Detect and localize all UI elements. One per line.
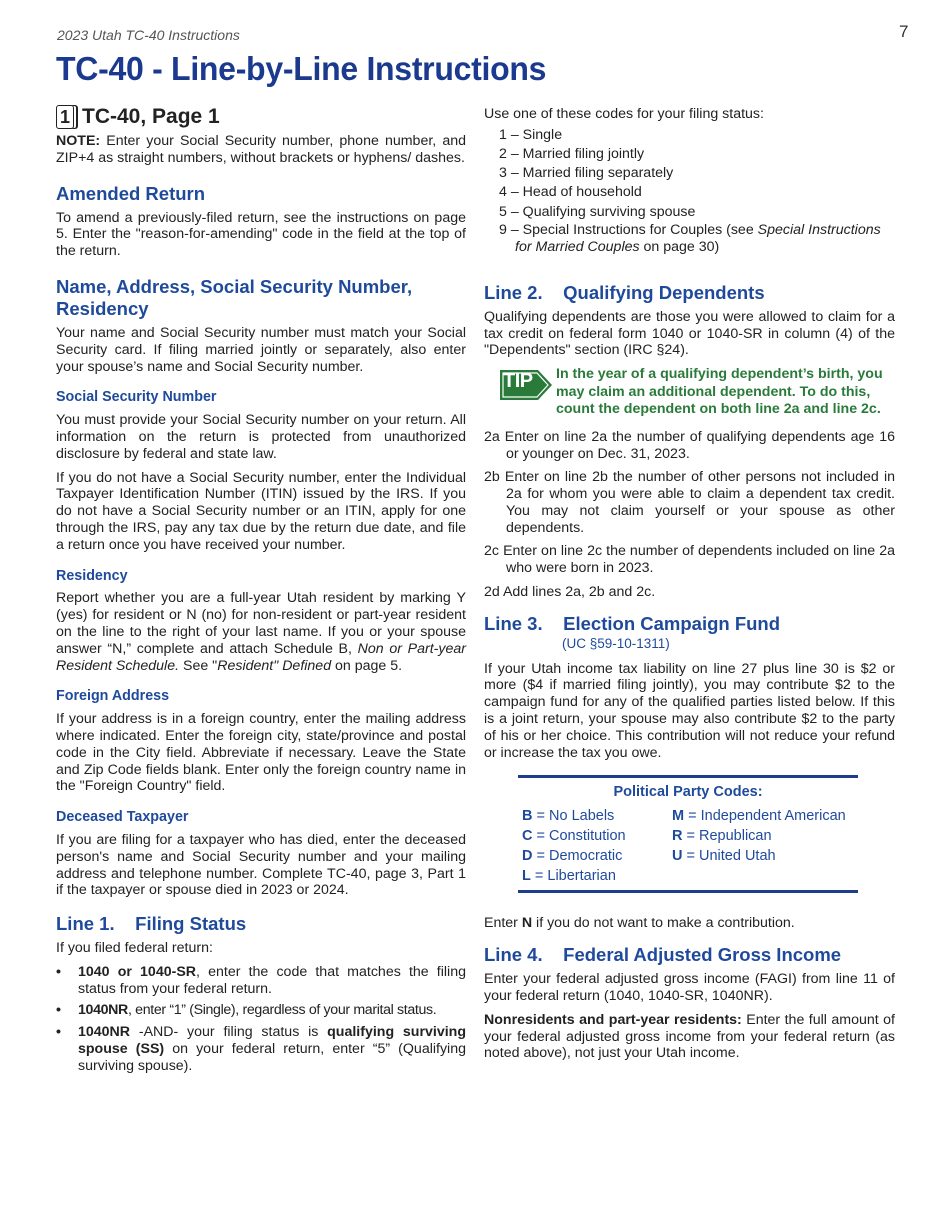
tip-callout — [500, 366, 895, 419]
amended-text: To amend a previously-filed return, see the instructions on page 5. Enter the "reason-for-amending" code in the field at the top of the return. — [56, 209, 466, 260]
line3-heading: Line 3. Election Campaign Fund — [484, 612, 781, 634]
tip-label: TIP — [503, 370, 533, 393]
list-item: 4 – Head of household — [499, 184, 642, 201]
line-2c: 2c Enter on line 2c the number of dependents included on line 2a who were born in 2023. — [484, 543, 895, 577]
list-item: 3 – Married filing separately — [499, 165, 674, 182]
political-party-codes-box — [518, 775, 858, 893]
ssn-text-1: You must provide your Social Security number on your return. All information on the return is protected from unauthorized disclosure by federal and state law. — [56, 412, 466, 462]
nonresident-text — [484, 1012, 895, 1062]
line4-text: Enter your federal adjusted gross income (FAGI) from line 11 of your federal return (1040, 1040-SR, 1040NR). — [484, 971, 895, 1005]
table-row — [518, 827, 850, 847]
page-heading-text: TC-40, Page 1 — [82, 104, 220, 128]
foreign-heading: Foreign Address — [56, 688, 170, 705]
party-code: U — [672, 847, 683, 864]
enter-n-b: if you do not want to make a contribution. — [532, 915, 795, 932]
party-code: C — [522, 828, 533, 845]
running-header: 2023 Utah TC-40 Instructions — [57, 27, 240, 43]
residency-heading: Residency — [56, 567, 128, 584]
ssn-heading: Social Security Number — [56, 389, 217, 406]
list-item: 5 – Qualifying surviving spouse — [499, 203, 696, 220]
residency-text — [56, 590, 466, 674]
line2-text: Qualifying dependents are those you were allowed to claim for a tax credit on federal form 1040 or 1040-SR in column (4) of the "Dependents" section (IRC §24). — [484, 308, 895, 359]
residency-text-c: on page 5. — [331, 657, 403, 674]
nonresident-label: Nonresidents and part-year residents: — [484, 1011, 742, 1028]
table-row — [518, 867, 850, 887]
line-2d: 2d Add lines 2a, 2b and 2c. — [484, 584, 656, 601]
party-code: D — [522, 847, 533, 864]
line2-heading: Line 2. Qualifying Dependents — [484, 281, 765, 303]
residency-schedule-name: Non or Part-year Resident Schedule. — [56, 640, 466, 674]
line3-text: If your Utah income tax liability on line 27 plus line 30 is $2 or more ($4 if married filing jointly), you may contribute $2 to the campaign fund for any of the qualified parties listed below. If this is a joint return, your spouse may also contribute $2 to the party of his or her choice. This contribution will not reduce your refund or increase the tax you owe. — [484, 660, 895, 761]
line-2a: 2a Enter on line 2a the number of qualifying dependents age 16 or younger on Dec. 31, 2023. — [484, 428, 895, 462]
enter-n-text — [484, 915, 895, 932]
filing-status-codes — [484, 126, 895, 256]
party-codes-heading: Political Party Codes: — [613, 784, 763, 801]
party-name: = Republican — [682, 828, 772, 845]
name-address-heading: Name, Address, Social Security Number, Residency — [56, 275, 413, 319]
list-item — [56, 964, 466, 998]
section-page-heading — [56, 105, 466, 129]
nonresident-body: Enter the full amount of your federal adjusted gross income from your federal return (as noted above), not just your Utah income. — [484, 1011, 895, 1062]
page-number: 7 — [899, 22, 909, 41]
list-item: 2 – Married filing jointly — [499, 146, 645, 162]
left-column — [56, 105, 466, 1080]
table-row — [518, 847, 850, 867]
party-code: B — [522, 808, 533, 825]
bullet-1-bold: 1040 or 1040-SR — [78, 963, 197, 980]
bullet-1-text: , enter the code that matches the filing status from your federal return. — [78, 963, 466, 997]
party-code: R — [672, 828, 683, 845]
note-paragraph — [56, 133, 466, 167]
note-label: NOTE: — [56, 133, 101, 149]
bullet-3-bold-2: qualifying surviving spouse (SS) — [78, 1024, 466, 1058]
list-item — [56, 1002, 466, 1019]
party-name: = Democratic — [532, 847, 623, 864]
bullet-icon: • — [56, 1024, 61, 1041]
enter-n-a: Enter — [484, 915, 522, 932]
line4-heading: Line 4. Federal Adjusted Gross Income — [484, 944, 842, 966]
party-name: = Independent American — [684, 808, 846, 825]
foreign-text: If your address is in a foreign country, enter the mailing address where indicated. Enter the foreign city, state/province and postal code in the City field. Abbreviate if necessary. Leave the State and Zip Code fields blank. Enter only the foreign country name in the "Foreign Country" field. — [56, 711, 466, 795]
list-item — [56, 1024, 466, 1074]
enter-n-bold: N — [521, 915, 533, 932]
note-text: Enter your Social Security number, phone number, and ZIP+4 as straight numbers, without brackets or hyphens/ dashes. — [56, 133, 466, 166]
party-name: = United Utah — [682, 847, 776, 864]
name-text: Your name and Social Security number must match your Social Security card. If filing married jointly or separately, also enter your spouse’s name and Social Security number. — [56, 324, 466, 375]
party-codes-table — [518, 807, 850, 886]
bullet-icon: • — [56, 1002, 61, 1019]
tip-arrow-icon — [500, 366, 552, 404]
amended-heading: Amended Return — [56, 182, 206, 204]
list-item: 1 – Single — [499, 126, 563, 143]
party-code: M — [672, 808, 685, 825]
bullet-2-bold: 1040NR — [78, 1002, 128, 1019]
line3-citation: (UC §59-10-1311) — [562, 635, 670, 651]
table-row — [518, 807, 850, 827]
party-name: = No Labels — [532, 808, 615, 825]
bullet-2-text: , enter “1” (Single), regardless of your marital status. — [127, 1002, 437, 1019]
bullet-3-text-a: -AND- your filing status is — [130, 1024, 328, 1041]
line1-heading: Line 1. Filing Status — [56, 913, 247, 935]
deceased-heading: Deceased Taxpayer — [56, 809, 189, 826]
party-name: = Constitution — [532, 828, 626, 845]
party-code: L — [522, 867, 531, 884]
page-1-badge-icon: 1 — [56, 105, 74, 129]
tip-text: In the year of a qualifying dependent’s birth, you may claim an additional dependent. To do this, count the dependent on both line 2a and line 2c. — [556, 366, 883, 418]
residency-text-b: See " — [179, 657, 218, 674]
codes-intro: Use one of these codes for your filing status: — [484, 106, 764, 122]
party-name: = Libertarian — [530, 867, 616, 884]
deceased-text: If you are filing for a taxpayer who has died, enter the deceased person's name and Social Security number and your mailing address and telephone number. Complete TC-40, page 3, Part 1 if the taxpayer or spouse died in 2023 or 2024. — [56, 831, 466, 899]
list-item — [484, 222, 895, 256]
code9-text-b: on page 30) — [639, 238, 720, 255]
bullet-3-text-b: on your federal return, enter “5” (Qualifying surviving spouse). — [78, 1041, 466, 1074]
right-column — [484, 106, 895, 1069]
code9-italic: Special Instructions for Married Couples — [515, 221, 881, 255]
code9-text-a: 9 – Special Instructions for Couples (see — [499, 221, 758, 238]
bullet-3-bold: 1040NR — [78, 1024, 131, 1041]
ssn-text-2: If you do not have a Social Security number, enter the Individual Taxpayer Identification Number (ITIN) issued by the IRS. If you do not have a Social Security number or an ITIN, apply for one through the IRS, pay any tax due by the return due date, and file a return once you have received your number. — [56, 469, 466, 553]
page-title: TC-40 - Line-by-Line Instructions — [56, 50, 547, 87]
residency-text-a: Report whether you are a full-year Utah resident by marking Y (yes) for resident or N (no) for non-resident or part-year resident on the line to the right of your last name. If you or your spouse answer “N,” complete and attach Schedule B, — [56, 590, 466, 657]
line1-intro: If you filed federal return: — [56, 940, 213, 957]
bullet-icon: • — [56, 963, 61, 980]
line-2b: 2b Enter on line 2b the number of other persons not included in 2a for whom you were able to claim a dependent tax credit. You may not claim yourself or your spouse as other dependents. — [484, 469, 895, 536]
residency-defined-ref: Resident" Defined — [217, 657, 332, 674]
